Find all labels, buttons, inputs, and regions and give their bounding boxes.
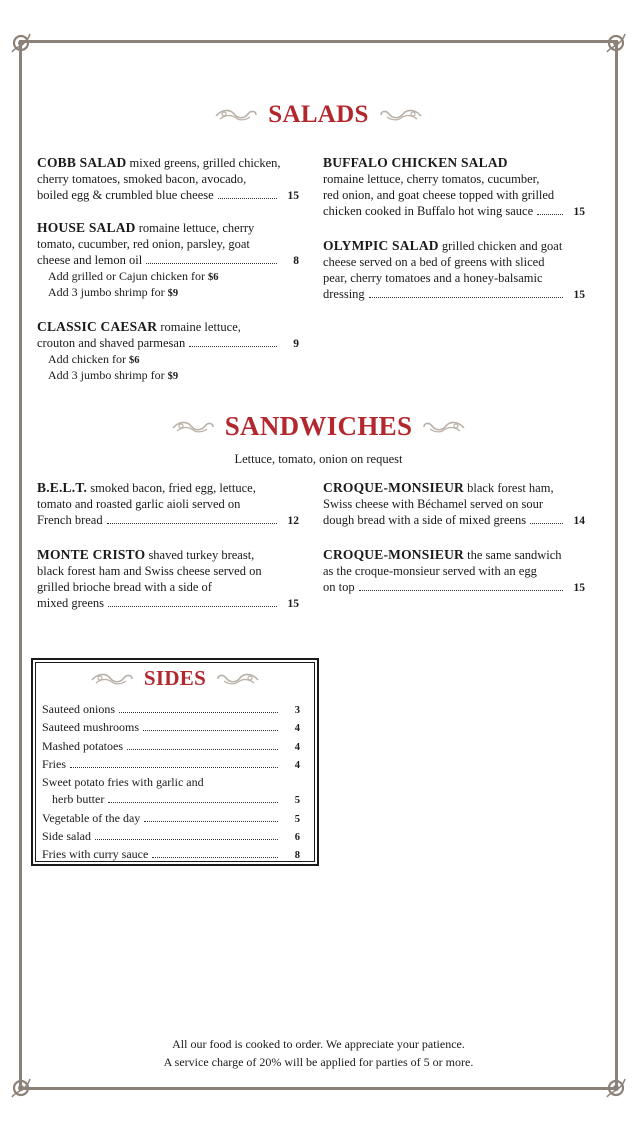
item-description: shaved turkey breast, xyxy=(145,548,255,562)
side-price: 8 xyxy=(294,850,300,862)
side-item xyxy=(42,701,300,719)
menu-item xyxy=(37,155,299,204)
footer-note xyxy=(0,1035,637,1071)
dot-leader xyxy=(146,263,277,264)
side-label: Sweet potato fries with garlic and xyxy=(42,775,204,790)
swirl-ornament-icon xyxy=(90,671,134,687)
item-name: COBB SALAD xyxy=(37,155,127,170)
dot-leader xyxy=(537,214,563,215)
item-description: as the croque-monsieur served with an egg xyxy=(323,564,537,578)
item-price: 15 xyxy=(573,206,585,218)
item-price: 9 xyxy=(293,338,299,350)
item-price: 15 xyxy=(287,598,299,610)
addon-line: Add 3 jumbo shrimp for $9 xyxy=(48,368,179,382)
item-description: cherry tomatoes, smoked bacon, avocado, xyxy=(37,172,247,186)
side-label: Fries xyxy=(42,756,66,771)
salads-left-column xyxy=(37,155,299,398)
footer-line: A service charge of 20% will be applied for parties of 5 or more. xyxy=(163,1055,474,1069)
side-price: 5 xyxy=(294,813,300,825)
dot-leader xyxy=(70,767,278,768)
dot-leader xyxy=(189,346,277,347)
side-item xyxy=(42,719,300,737)
item-description: on top xyxy=(323,580,355,594)
corner-ornament-icon xyxy=(8,30,34,56)
addon-price: $6 xyxy=(207,272,219,283)
side-item xyxy=(42,756,300,774)
corner-ornament-icon xyxy=(603,1075,629,1101)
dot-leader xyxy=(108,606,277,607)
menu-item xyxy=(323,238,585,303)
item-price: 12 xyxy=(287,515,299,527)
item-description: romaine lettuce, cherry tomatos, cucumber, xyxy=(323,172,540,186)
sandwiches-title: SANDWICHES xyxy=(224,411,413,441)
sides-box xyxy=(31,658,319,866)
dot-leader xyxy=(143,730,278,731)
sandwiches-right-column xyxy=(323,480,585,610)
item-description: smoked bacon, fried egg, lettuce, xyxy=(87,481,256,495)
item-description: pear, cherry tomatoes and a honey-balsamic xyxy=(323,271,543,285)
item-price: 15 xyxy=(287,190,299,202)
side-price: 4 xyxy=(294,741,300,753)
sandwiches-left-column xyxy=(37,480,299,626)
dot-leader xyxy=(108,802,278,803)
item-description: Swiss cheese with Béchamel served on sour xyxy=(323,497,544,511)
dot-leader xyxy=(107,523,277,524)
item-description: French bread xyxy=(37,513,103,527)
item-description: black forest ham, xyxy=(464,481,554,495)
item-name: MONTE CRISTO xyxy=(37,547,146,562)
side-price: 4 xyxy=(294,759,300,771)
corner-ornament-icon xyxy=(603,30,629,56)
item-description: cheese served on a bed of greens with sliced xyxy=(323,255,545,269)
item-description: dressing xyxy=(323,287,365,301)
salads-title: SALADS xyxy=(268,101,369,128)
item-description: the same sandwich xyxy=(464,548,562,562)
sides-list xyxy=(42,701,300,865)
item-description: red onion, and goat cheese topped with grilled xyxy=(323,188,555,202)
item-name: B.E.L.T. xyxy=(37,480,88,495)
menu-item xyxy=(37,547,299,612)
footer-line: All our food is cooked to order. We appreciate your patience. xyxy=(172,1037,465,1051)
menu-item xyxy=(323,480,585,529)
side-item xyxy=(42,810,300,828)
item-description: chicken cooked in Buffalo hot wing sauce xyxy=(323,204,534,218)
dot-leader xyxy=(218,198,277,199)
item-description: dough bread with a side of mixed greens xyxy=(323,513,527,527)
menu-item xyxy=(323,547,585,596)
side-item xyxy=(42,774,300,810)
item-name: CROQUE-MONSIEUR xyxy=(323,480,465,495)
side-label: Mashed potatoes xyxy=(42,738,123,753)
menu-item xyxy=(37,319,299,384)
dot-leader xyxy=(369,297,563,298)
item-description: romaine lettuce, cherry xyxy=(135,221,255,235)
dot-leader xyxy=(530,523,563,524)
item-price: 8 xyxy=(293,255,299,267)
item-description: romaine lettuce, xyxy=(157,320,241,334)
addon-price: $9 xyxy=(167,371,179,382)
item-name: HOUSE SALAD xyxy=(37,220,136,235)
side-item xyxy=(42,738,300,756)
item-description: tomato and roasted garlic aioli served on xyxy=(37,497,241,511)
item-description: cheese and lemon oil xyxy=(37,253,143,267)
item-description: mixed greens, grilled chicken, xyxy=(126,156,281,170)
side-price: 3 xyxy=(294,705,300,716)
side-label: herb butter xyxy=(52,792,105,807)
sides-heading xyxy=(33,666,317,691)
dot-leader xyxy=(359,590,563,591)
addon-line: Add chicken for $6 xyxy=(48,352,140,366)
sides-title: SIDES xyxy=(143,666,207,690)
addon-line: Add grilled or Cajun chicken for $6 xyxy=(48,269,219,283)
menu-item xyxy=(323,155,585,220)
side-label: Side salad xyxy=(42,829,91,844)
dot-leader xyxy=(127,749,278,750)
item-description: tomato, cucumber, red onion, parsley, goat xyxy=(37,237,250,251)
item-price: 14 xyxy=(573,515,585,527)
item-description: black forest ham and Swiss cheese served on xyxy=(37,564,262,578)
sandwiches-heading xyxy=(0,411,637,442)
side-label: Sauteed mushrooms xyxy=(42,720,139,735)
item-name: BUFFALO CHICKEN SALAD xyxy=(323,155,508,170)
menu-item xyxy=(37,220,299,301)
side-label: Sauteed onions xyxy=(42,702,115,716)
item-description: mixed greens xyxy=(37,596,104,610)
item-price: 15 xyxy=(573,582,585,594)
salads-heading xyxy=(0,101,637,129)
corner-ornament-icon xyxy=(8,1075,34,1101)
addon-price: $6 xyxy=(128,355,140,366)
item-description: grilled brioche bread with a side of xyxy=(37,580,212,594)
dot-leader xyxy=(95,839,278,840)
sandwiches-subtitle: Lettuce, tomato, onion on request xyxy=(234,452,403,466)
side-item xyxy=(42,846,300,864)
side-price: 6 xyxy=(294,832,300,844)
item-name: CROQUE-MONSIEUR xyxy=(323,547,465,562)
item-description: boiled egg & crumbled blue cheese xyxy=(37,188,214,202)
side-price: 4 xyxy=(294,723,300,735)
item-price: 15 xyxy=(573,289,585,301)
side-item xyxy=(42,828,300,846)
item-description: crouton and shaved parmesan xyxy=(37,336,186,350)
swirl-ornament-icon xyxy=(214,107,258,123)
swirl-ornament-icon xyxy=(422,419,466,435)
addon-price: $9 xyxy=(167,288,179,299)
menu-item xyxy=(37,480,299,529)
dot-leader xyxy=(144,821,278,822)
addon-line: Add 3 jumbo shrimp for $9 xyxy=(48,285,179,299)
side-price: 5 xyxy=(294,795,300,807)
dot-leader xyxy=(152,857,278,858)
side-label: Fries with curry sauce xyxy=(42,847,149,862)
salads-right-column xyxy=(323,155,585,317)
dot-leader xyxy=(119,712,278,713)
swirl-ornament-icon xyxy=(171,419,215,435)
item-name: CLASSIC CAESAR xyxy=(37,319,158,334)
item-name: OLYMPIC SALAD xyxy=(323,238,439,253)
swirl-ornament-icon xyxy=(216,671,260,687)
side-label: Vegetable of the day xyxy=(42,810,141,825)
item-description: grilled chicken and goat xyxy=(438,239,563,253)
swirl-ornament-icon xyxy=(379,107,423,123)
